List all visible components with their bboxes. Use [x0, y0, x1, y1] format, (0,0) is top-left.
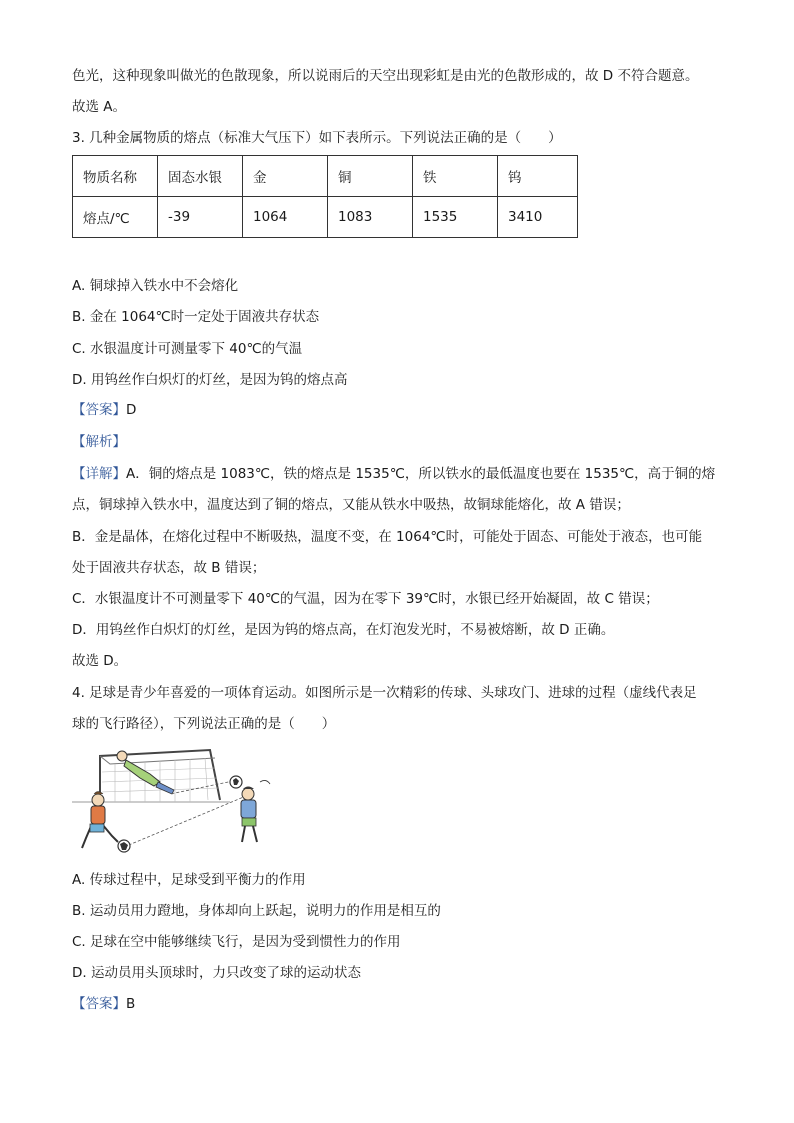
- option-b: B. 金在 1064℃时一定处于固液共存状态: [72, 309, 320, 325]
- option-a: A. 铜球掉入铁水中不会熔化: [72, 278, 239, 294]
- answer-value: D: [126, 402, 137, 418]
- table-cell: 铜: [328, 156, 413, 197]
- text-line: 处于固液共存状态，故 B 错误；: [72, 560, 266, 576]
- table-cell: 3410: [498, 197, 578, 238]
- table-cell: -39: [158, 197, 243, 238]
- option-b: B. 运动员用力蹬地，身体却向上跃起，说明力的作用是相互的: [72, 903, 441, 919]
- text-line: C．水银温度计不可测量零下 40℃的气温，因为在零下 39℃时，水银已经开始凝固，故 C 错误；: [72, 591, 659, 607]
- table-cell: 1535: [413, 197, 498, 238]
- question-4-stem: 4. 足球是青少年喜爱的一项体育运动。如图所示是一次精彩的传球、头球攻门、进球的过程（虚线代表足: [72, 685, 697, 701]
- table-cell: 固态水银: [158, 156, 243, 197]
- answer-value: B: [126, 996, 136, 1012]
- table-header-row: [73, 156, 578, 197]
- soccer-illustration: [70, 742, 285, 860]
- text-line: B．金是晶体，在熔化过程中不断吸热，温度不变，在 1064℃时，可能处于固态、可能处于液态，也可能: [72, 529, 703, 545]
- answer-line: [72, 994, 135, 1014]
- option-c: C. 足球在空中能够继续飞行，是因为受到惯性力的作用: [72, 934, 401, 950]
- analysis-tag: 【解析】: [72, 434, 126, 450]
- table-row: [73, 197, 578, 238]
- detail-tag: 【详解】: [72, 466, 126, 482]
- melting-point-table: [72, 155, 578, 238]
- text-line: 点，铜球掉入铁水中，温度达到了铜的熔点，又能从铁水中吸热，故铜球能熔化，故 A 错误；: [72, 497, 630, 513]
- table-cell: 物质名称: [73, 156, 158, 197]
- text-line: 故选 D。: [72, 653, 128, 669]
- table-cell: 钨: [498, 156, 578, 197]
- text-line: 故选 A。: [72, 99, 127, 115]
- option-c: C. 水银温度计可测量零下 40℃的气温: [72, 341, 303, 357]
- question-3-stem: 3. 几种金属物质的熔点（标准大气压下）如下表所示。下列说法正确的是（ ）: [72, 130, 562, 146]
- analysis-line: [72, 432, 126, 452]
- detail-line: [72, 464, 715, 484]
- question-4-stem-cont: 球的飞行路径），下列说法正确的是（ ）: [72, 716, 336, 732]
- option-a: A. 传球过程中，足球受到平衡力的作用: [72, 872, 306, 888]
- option-d: D. 用钨丝作白炽灯的灯丝，是因为钨的熔点高: [72, 372, 348, 388]
- answer-line: [72, 400, 136, 420]
- table-cell: 1064: [243, 197, 328, 238]
- detail-text: A．铜的熔点是 1083℃，铁的熔点是 1535℃，所以铁水的最低温度也要在 1535℃，高于铜的熔: [126, 466, 716, 482]
- table-cell: 铁: [413, 156, 498, 197]
- text-line: 色光，这种现象叫做光的色散现象，所以说雨后的天空出现彩虹是由光的色散形成的，故 D 不符合题意。: [72, 68, 699, 84]
- text-line: D．用钨丝作白炽灯的灯丝，是因为钨的熔点高，在灯泡发光时，不易被熔断，故 D 正确。: [72, 622, 615, 638]
- option-d: D. 运动员用头顶球时，力只改变了球的运动状态: [72, 965, 361, 981]
- table-cell: 熔点/℃: [73, 197, 158, 238]
- table-cell: 1083: [328, 197, 413, 238]
- table-cell: 金: [243, 156, 328, 197]
- answer-tag: 【答案】: [72, 402, 126, 418]
- answer-tag: 【答案】: [72, 996, 126, 1012]
